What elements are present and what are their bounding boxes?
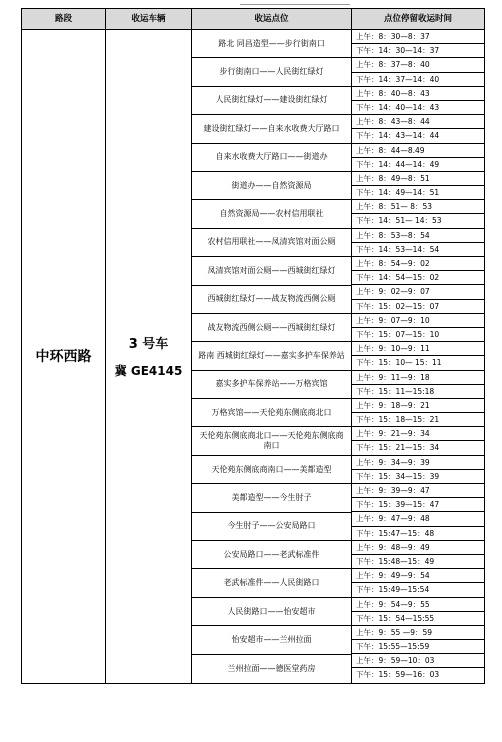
vehicle-number: 3 号车 [128,337,169,353]
time-pm-cell: 下午：15：39—15：47 [352,498,484,512]
time-am-cell: 上午：9：02—9：07 [352,285,484,299]
time-pm-cell: 下午：15：07—15：10 [352,328,484,342]
time-am-cell: 上午：9：55 —9：59 [352,626,484,640]
time-pm-cell: 下午：15：21—15：34 [352,441,484,455]
time-am-cell: 上午：9：21—9：34 [352,427,484,441]
segment-cell: 老武标准件——人民街路口 [192,569,351,597]
time-pm-cell: 下午：15：11—15:18 [352,385,484,399]
segment-cell: 怡安超市——兰州拉面 [192,626,351,654]
time-pm-cell: 下午：15：18—15：21 [352,413,484,427]
segment-cell: 今生肘子——公安局路口 [192,513,351,541]
time-am-cell: 上午：8：30—8：37 [352,30,484,44]
time-am-cell: 上午：9：59—10：03 [352,654,484,668]
time-am-cell: 上午：9：07—9：10 [352,314,484,328]
header-vehicle: 收运车辆 [106,9,192,30]
time-pm-cell: 下午：15:48—15：49 [352,555,484,569]
segment-cell: 天伦苑东侧底商南口——美都造型 [192,456,351,484]
time-am-cell: 上午：8：51— 8：53 [352,200,484,214]
time-pm-cell: 下午：14：37—14：40 [352,73,484,87]
segment-cell: 万格宾馆——天伦苑东侧底商北口 [192,399,351,427]
table-header-row [22,9,485,30]
segment-cell: 人民街路口——怡安超市 [192,598,351,626]
segment-cell: 嘉实多护车保养站——万格宾馆 [192,371,351,399]
time-pm-cell: 下午：14：30—14：37 [352,44,484,58]
segment-cell: 建设街红绿灯——自来水收费大厅路口 [192,115,351,143]
time-pm-cell: 下午：15：10— 15：11 [352,356,484,370]
segment-cell: 战友物流西侧公厕——西城街红绿灯 [192,314,351,342]
time-am-cell: 上午：8：53—8：54 [352,229,484,243]
time-pm-cell: 下午：15：59—16：03 [356,670,440,680]
time-column [352,30,485,684]
time-am-cell: 上午：9：18—9：21 [352,399,484,413]
time-am-cell: 上午：8：37—8：40 [352,58,484,72]
header-route: 路段 [22,9,106,30]
segment-cell: 路北 同昌造型——步行街南口 [192,30,351,58]
time-am-cell: 上午：9：10—9：11 [352,342,484,356]
time-pm-cell: 下午：15:49—15:54 [352,583,484,597]
segment-cell: 街道办——自然资源局 [192,172,351,200]
time-am-cell: 上午：9：54—9：55 [352,598,484,612]
time-am-cell: 上午：8：54—9：02 [352,257,484,271]
time-pm-cell: 下午：14：43—14：44 [352,129,484,143]
time-pm-cell: 下午：14：54—15：02 [352,271,484,285]
time-am-cell: 上午：9：39—9：47 [352,484,484,498]
time-pm-cell: 下午：14：40—14：43 [352,101,484,115]
time-am-cell: 上午：8：43—8：44 [352,115,484,129]
segment-cell: 公安局路口——老武标准件 [192,541,351,569]
header-time: 点位停留收运时间 [352,9,485,30]
time-am-cell: 上午：9：11—9：18 [352,371,484,385]
time-pm-cell: 下午：14：49—14：51 [352,186,484,200]
time-pm-cell: 下午：15:55—15:59 [352,640,484,654]
time-pm-cell: 下午：14：53—14：54 [352,243,484,257]
collection-schedule-table [21,8,485,684]
time-am-cell: 上午：9：47—9：48 [352,512,484,526]
segment-column [192,30,352,684]
vehicle-plate: 冀 GE4145 [114,364,183,379]
segment-cell: 凤清宾馆对面公厕——西城街红绿灯 [192,257,351,285]
segment-cell: 天伦苑东侧底商北口——天伦苑东侧底商南口 [192,427,351,455]
segment-cell: 美都造型——今生肘子 [192,484,351,512]
time-pm-cell: 下午：15：54—15:55 [352,612,484,626]
time-am-cell: 上午：8：44—8.49 [352,144,484,158]
header-segment: 收运点位 [192,9,352,30]
segment-cell: 步行街南口——人民街红绿灯 [192,58,351,86]
segment-cell: 农村信用联社——凤清宾馆对面公厕 [192,229,351,257]
vehicle-cell [106,30,192,684]
time-pm-cell: 下午：14：51— 14：53 [352,214,484,228]
segment-cell: 人民街红绿灯——建设街红绿灯 [192,87,351,115]
table-body-row [22,30,485,684]
time-am-cell: 上午：8：40—8：43 [352,87,484,101]
time-am-cell: 上午：9：48—9：49 [352,541,484,555]
route-name: 中环西路 [22,30,106,684]
time-pm-cell: 下午：15：02—15：07 [352,300,484,314]
segment-cell: 西城街红绿灯——战友物流西侧公厕 [192,286,351,314]
time-pm-cell: 下午：14：44—14：49 [352,158,484,172]
page-header-fragment [240,0,350,5]
time-am-cell: 上午：9：49—9：54 [352,569,484,583]
segment-cell: 自来水收费大厅路口——街道办 [192,144,351,172]
time-pm-cell: 下午：15：34—15：39 [352,470,484,484]
time-am-cell: 上午：9：34—9：39 [352,456,484,470]
segment-cell: 自然资源局——农村信用联社 [192,200,351,228]
segment-cell: 路南 西城街红绿灯——嘉实多护车保养站 [192,342,351,370]
time-am-cell: 上午：8：49—8：51 [352,172,484,186]
time-pm-cell: 下午：15:47—15：48 [352,527,484,541]
segment-cell: 兰州拉面——德医堂药房 [227,663,316,673]
